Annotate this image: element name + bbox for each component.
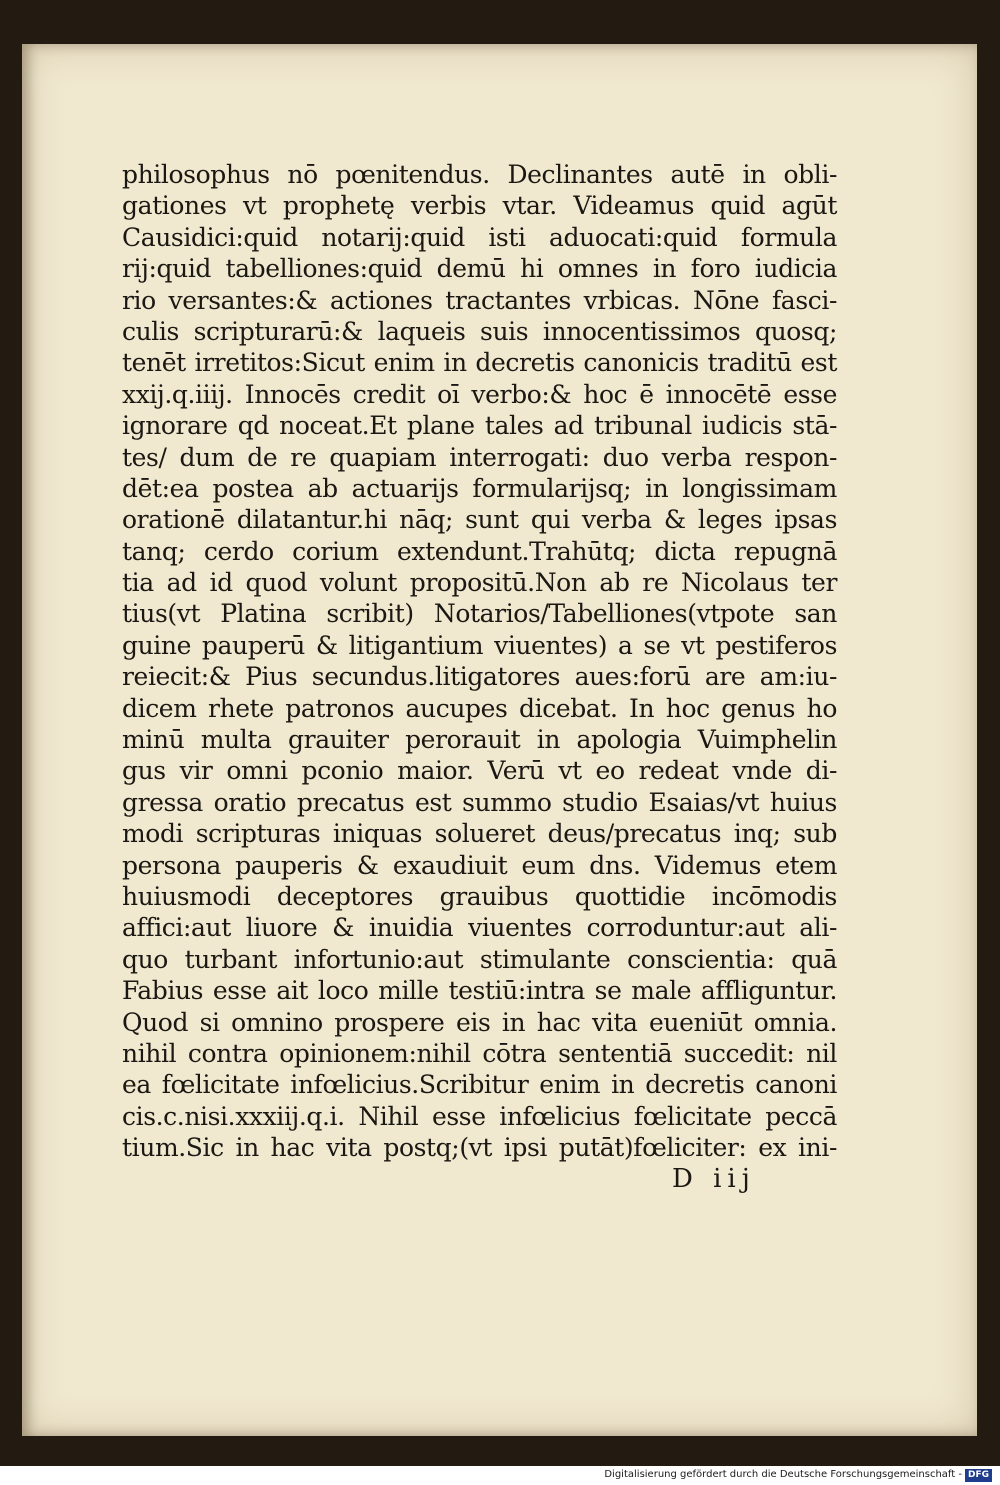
text-line: nihil contra opinionem:nihil cōtra sententiā succedit: nil (122, 1038, 837, 1068)
text-line: ea fœlicitate infœlicius.Scribitur enim in decretis canoni (122, 1070, 837, 1100)
text-line: xxij.q.iiij. Innocēs credit oī verbo:& hoc ē innocētē esse (122, 379, 837, 409)
text-line: gationes vt prophetę verbis vtar. Videamus quid agūt (122, 191, 837, 221)
text-line: Causidici:quid notarij:quid isti aduocati:quid formula (122, 222, 837, 252)
text-line: Quod si omnino prospere eis in hac vita eueniūt omnia. (122, 1007, 837, 1037)
funding-notice: Digitalisierung gefördert durch die Deutsche Forschungsgemeinschaft - (604, 1469, 962, 1480)
text-line: rij:quid tabelliones:quid demū hi omnes in foro iudicia (122, 254, 837, 284)
text-line: tanq; cerdo corium extendunt.Trahūtq; dicta repugnā (122, 536, 837, 566)
text-line: huiusmodi deceptores grauibus quottidie incōmodis (122, 881, 837, 911)
text-line: guine pauperū & litigantium viuentes) a se vt pestiferos (122, 630, 837, 660)
text-line: culis scripturarū:& laqueis suis innocentissimos quosq; (122, 316, 837, 346)
text-line: Fabius esse ait loco mille testiū:intra se male affliguntur. (122, 976, 837, 1006)
text-line: dēt:ea postea ab actuarijs formularijsq; in longissimam (122, 473, 837, 503)
text-line: tius(vt Platina scribit) Notarios/Tabelliones(vtpote san (122, 599, 837, 629)
dfg-logo[interactable]: DFG (965, 1469, 992, 1482)
text-line: ignorare qd noceat.Et plane tales ad tribunal iudicis stā- (122, 411, 837, 441)
text-line: tium.Sic in hac vita postq;(vt ipsi putāt)fœliciter: ex ini- (122, 1133, 837, 1163)
book-page (22, 44, 977, 1436)
signature-mark: D iij (672, 1164, 756, 1194)
text-line: rio versantes:& actiones tractantes vrbicas. Nōne fasci- (122, 285, 837, 315)
text-line: gressa oratio precatus est summo studio Esaias/vt huius (122, 787, 837, 817)
text-line: affici:aut liuore & inuidia viuentes corroduntur:aut ali- (122, 913, 837, 943)
text-line: minū multa grauiter perorauit in apologia Vuimphelin (122, 725, 837, 755)
text-line: dicem rhete patronos aucupes dicebat. In hoc genus ho (122, 693, 837, 723)
text-line: tia ad id quod volunt propositū.Non ab re Nicolaus ter (122, 568, 837, 598)
text-line: quo turbant infortunio:aut stimulante conscientia: quā (122, 944, 837, 974)
text-line: cis.c.nisi.xxxiij.q.i. Nihil esse infœlicius fœlicitate peccā (122, 1101, 837, 1131)
text-line: tes/ dum de re quapiam interrogati: duo verba respon- (122, 442, 837, 472)
text-line: philosophus nō pœnitendus. Declinantes autē in obli- (122, 160, 837, 189)
footer-bar (0, 1466, 1000, 1485)
text-line: modi scripturas iniquas solueret deus/precatus inq; sub (122, 819, 837, 849)
body-text (122, 159, 837, 1164)
text-line: gus vir omni pconio maior. Verū vt eo redeat vnde di- (122, 756, 837, 786)
text-line: orationē dilatantur.hi nāq; sunt qui verba & leges ipsas (122, 505, 837, 535)
text-line: tenēt irretitos:Sicut enim in decretis canonicis traditū est (122, 348, 837, 378)
text-line: persona pauperis & exaudiuit eum dns. Videmus etem (122, 850, 837, 880)
text-line: reiecit:& Pius secundus.litigatores aues:forū are am:iu- (122, 662, 837, 692)
